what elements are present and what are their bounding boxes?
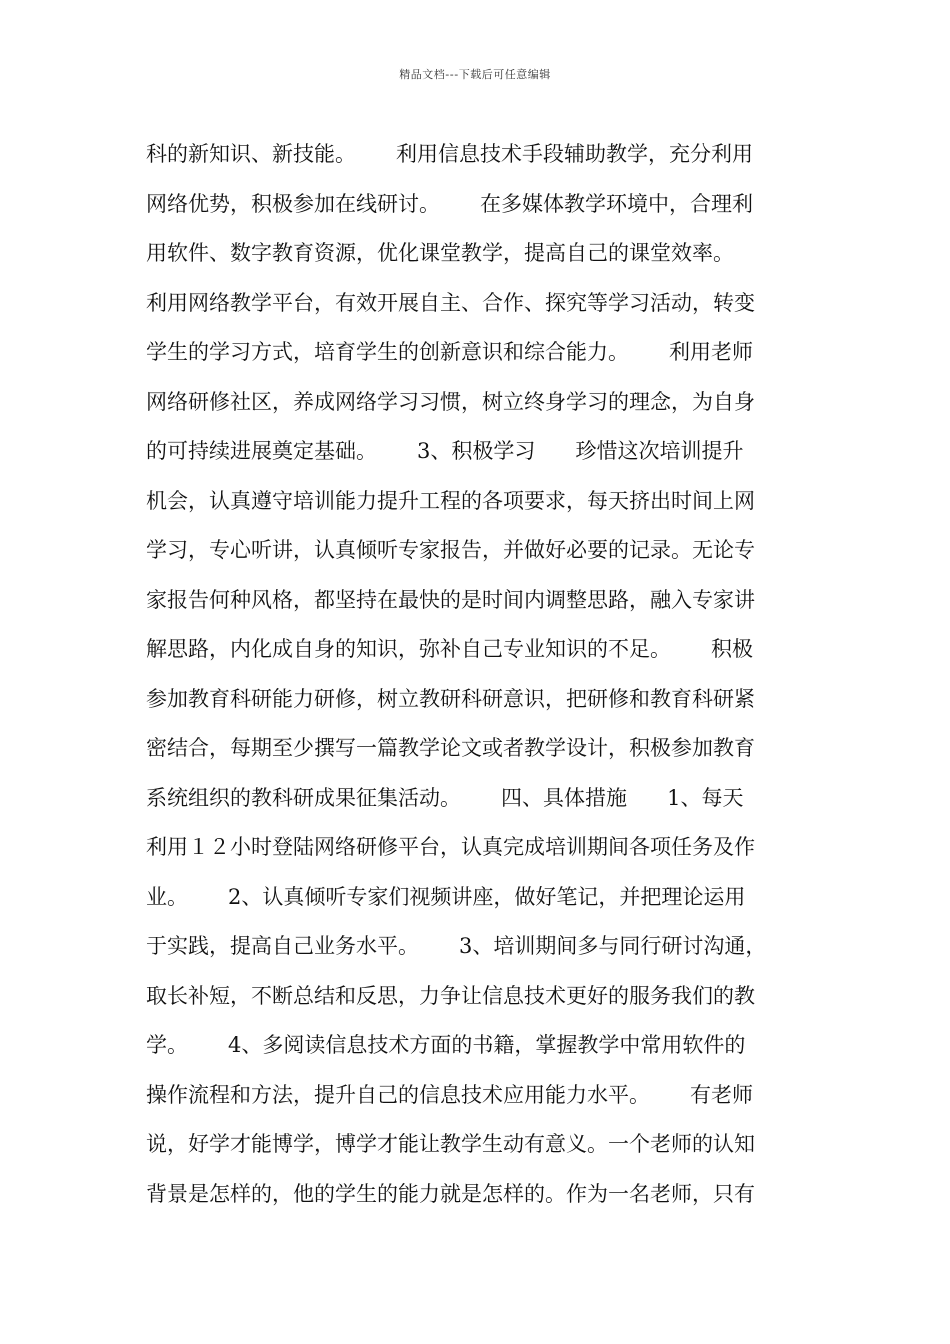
page-header: 精品文档---下载后可任意编辑 <box>399 68 551 81</box>
text-line: 操作流程和方法，提升自己的信息技术应用能力水平。 有老师 <box>146 1082 754 1107</box>
text-line: 网络研修社区，养成网络学习习惯，树立终身学习的理念，为自身 <box>146 389 755 414</box>
text-line: 说，好学才能博学，博学才能让教学生动有意义。一个老师的认知 <box>146 1132 755 1156</box>
text-line: 系统组织的教科研成果征集活动。 四、具体措施 1、每天 <box>146 785 744 810</box>
text-line: 密结合，每期至少撰写一篇教学论文或者教学设计，积极参加教育 <box>146 736 755 760</box>
text-line: 背景是怎样的，他的学生的能力就是怎样的。作为一名老师，只有 <box>146 1181 755 1206</box>
text-line: 家报告何种风格，都坚持在最快的是时间内调整思路，融入专家讲 <box>146 587 755 612</box>
text-line: 用软件、数字教育资源，优化课堂教学，提高自己的课堂效率。 <box>146 241 734 265</box>
text-line: 机会，认真遵守培训能力提升工程的各项要求，每天挤出时间上网 <box>146 488 755 513</box>
text-line: 利用网络教学平台，有效开展自主、合作、探究等学习活动，转变 <box>146 290 755 315</box>
text-line: 业。 2、认真倾听专家们视频讲座，做好笔记，并把理论运用 <box>146 884 746 909</box>
text-line: 学习，专心听讲，认真倾听专家报告，并做好必要的记录。无论专 <box>146 538 755 562</box>
text-line: 取长补短，不断总结和反思，力争让信息技术更好的服务我们的教 <box>146 983 755 1008</box>
text-line: 的可持续进展奠定基础。 3、积极学习 珍惜这次培训提升 <box>146 439 744 463</box>
text-line: 科的新知识、新技能。 利用信息技术手段辅助教学，充分利用 <box>146 142 754 166</box>
text-line: 学生的学习方式，培育学生的创新意识和综合能力。 利用老师 <box>146 340 754 364</box>
document-body <box>146 130 826 1219</box>
text-line: 利用１２小时登陆网络研修平台，认真完成培训期间各项任务及作 <box>146 835 755 859</box>
text-line: 学。 4、多阅读信息技术方面的书籍，掌握教学中常用软件的 <box>146 1033 746 1057</box>
text-line: 网络优势，积极参加在线研讨。 在多媒体教学环境中，合理利 <box>146 191 754 216</box>
text-line: 解思路，内化成自身的知识，弥补自己专业知识的不足。 积极 <box>146 637 754 661</box>
text-line: 于实践，提高自己业务水平。 3、培训期间多与同行研讨沟通， <box>146 934 767 958</box>
text-line: 参加教育科研能力研修，树立教研科研意识，把研修和教育科研紧 <box>146 686 755 711</box>
